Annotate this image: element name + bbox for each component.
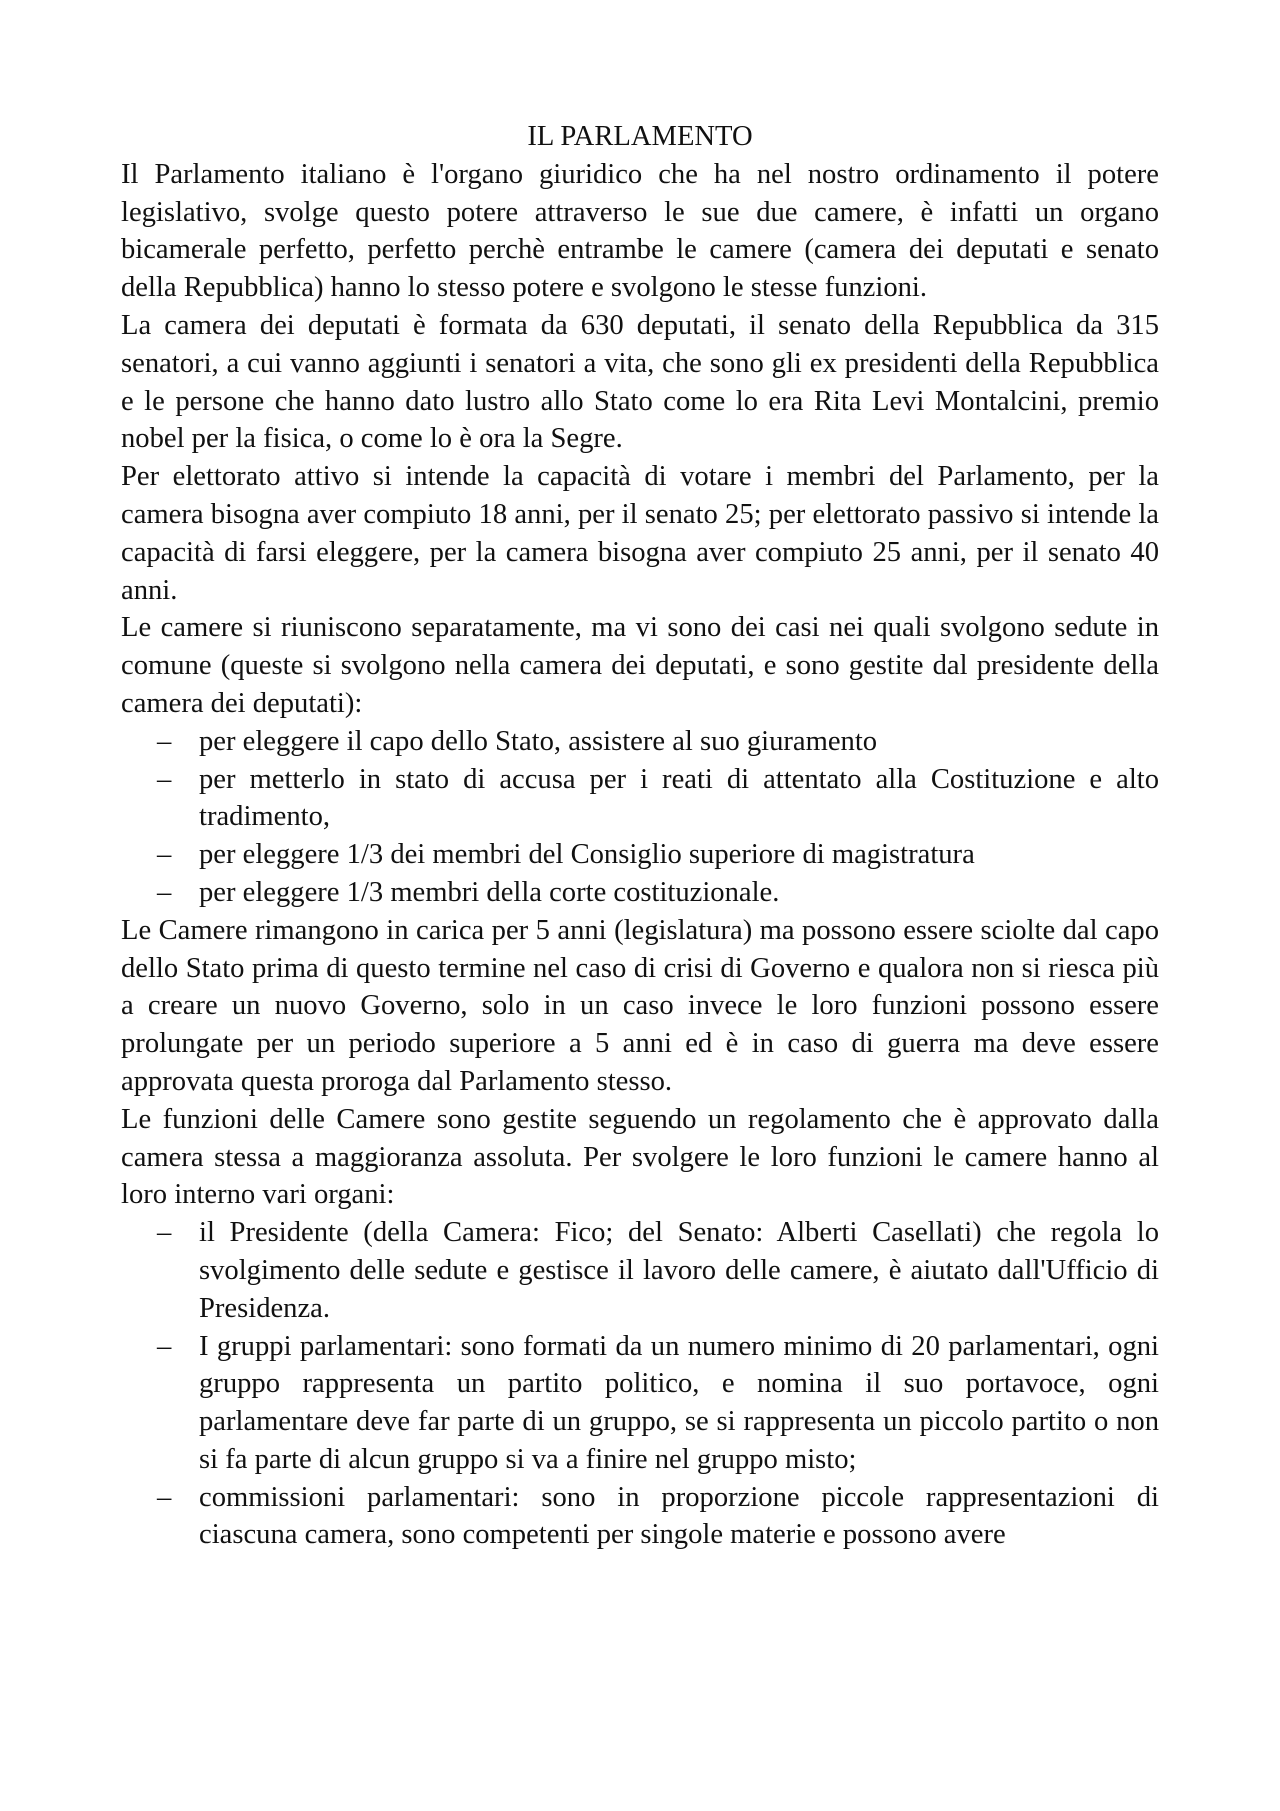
dash-bullet: – [157,725,172,757]
list-item [157,836,1159,874]
paragraph-joint-sessions: Le camere si riuniscono separatamente, ma vi sono dei casi nei quali svolgono sedute in comune (queste si svolgono nella camera dei deputati, e sono gestite dal presidente della camera dei deputati): [121,612,1159,719]
paragraph-organs: Le funzioni delle Camere sono gestite seguendo un regolamento che è approvato dalla camera stessa a maggioranza assoluta. Per svolgere le loro funzioni le camere hanno al loro interno vari organi: [121,1103,1159,1211]
list-item-text: per eleggere 1/3 membri della corte costituzionale. [199,876,780,908]
list-item [157,761,1159,837]
list-item-text: per eleggere il capo dello Stato, assistere al suo giuramento [199,725,878,757]
dash-bullet: – [157,876,172,908]
list-item-text: per eleggere 1/3 dei membri del Consiglio superiore di magistratura [199,839,975,871]
dash-bullet: – [157,1330,172,1362]
list-item-text: per metterlo in stato di accusa per i reati di attentato alla Costituzione e alto tradimento, [199,763,1159,833]
document-page [121,118,1159,1554]
dash-bullet: – [157,763,172,795]
list-item [157,1479,1159,1555]
page-title: IL PARLAMENTO [527,121,753,152]
list-item-text: I gruppi parlamentari: sono formati da un numero minimo di 20 parlamentari, ogni gruppo rappresenta un partito politico, e nomina il suo portavoce, ogni parlamentare deve far parte di un gruppo, se si rappresenta un piccolo partito o non si fa parte di alcun gruppo si va a finire nel gruppo misto; [199,1330,1159,1475]
joint-sessions-list [121,723,1159,912]
paragraph-legislature: Le Camere rimangono in carica per 5 anni (legislatura) ma possono essere sciolte dal capo dello Stato prima di questo termine nel caso di crisi di Governo e qualora non si riesca più a creare un nuovo Governo, solo in un caso invece le loro funzioni possono essere prolungate per un periodo superiore a 5 anni ed è in caso di guerra ma deve essere approvata questa proroga dal Parlamento stesso. [121,914,1159,1097]
list-item-text: il Presidente (della Camera: Fico; del Senato: Alberti Casellati) che regola lo svolgimento delle sedute e gestisce il lavoro delle camere, è aiutato dall'Ufficio di Presidenza. [199,1217,1159,1324]
list-item [157,723,1159,761]
dash-bullet: – [157,839,172,871]
list-item [157,874,1159,912]
paragraph-composition: La camera dei deputati è formata da 630 deputati, il senato della Repubblica da 315 senatori, a cui vanno aggiunti i senatori a vita, che sono gli ex presidenti della Repubblica e le persone che hanno dato lustro allo Stato come lo era Rita Levi Montalcini, premio nobel per la fisica, o come lo è ora la Segre. [121,309,1159,455]
organs-list [121,1214,1159,1554]
paragraph-intro: Il Parlamento italiano è l'organo giuridico che ha nel nostro ordinamento il potere legislativo, svolge questo potere attraverso le sue due camere, è infatti un organo bicamerale perfetto, perfetto perchè entrambe le camere (camera dei deputati e senato della Repubblica) hanno lo stesso potere e svolgono le stesse funzioni. [121,158,1159,304]
dash-bullet: – [157,1481,172,1513]
list-item [157,1328,1159,1479]
list-item-text: commissioni parlamentari: sono in proporzione piccole rappresentazioni di ciascuna camera, sono competenti per singole materie e possono avere [199,1481,1159,1551]
paragraph-electorate: Per elettorato attivo si intende la capacità di votare i membri del Parlamento, per la camera bisogna aver compiuto 18 anni, per il senato 25; per elettorato passivo si intende la capacità di farsi eleggere, per la camera bisogna aver compiuto 25 anni, per il senato 40 anni. [121,461,1159,606]
dash-bullet: – [157,1217,172,1249]
list-item [157,1214,1159,1327]
